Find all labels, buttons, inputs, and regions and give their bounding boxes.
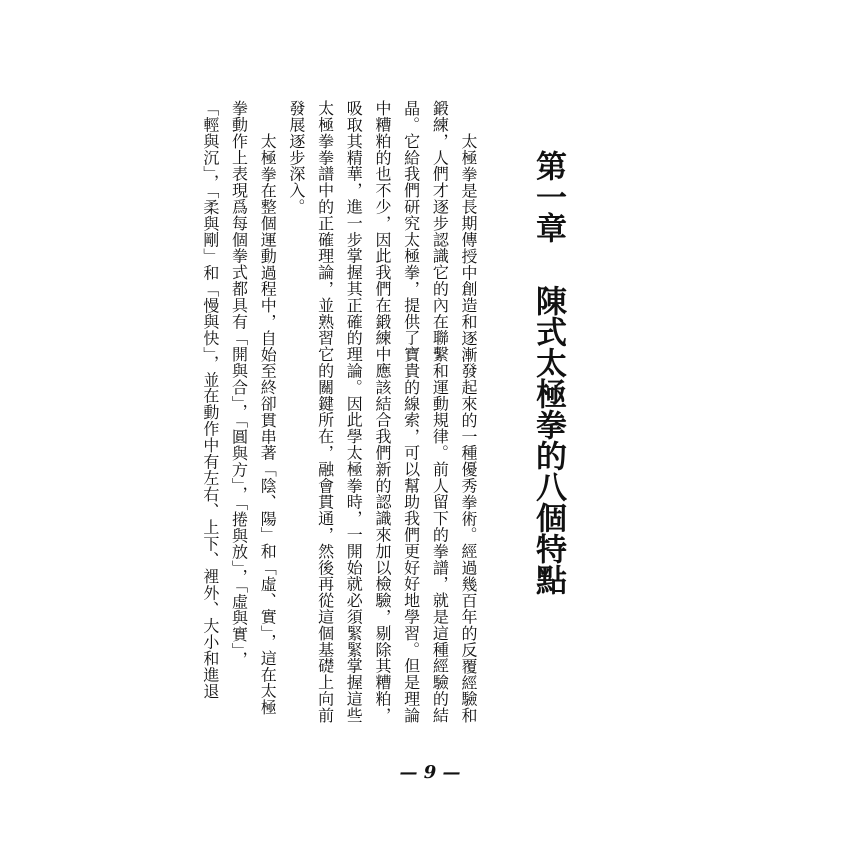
chapter-title: [528, 150, 568, 595]
text-column: 太極拳拳譜中的正確理論，並熟習它的關鍵所在，融會貫通，然後再從這個基礎上向前: [315, 100, 335, 724]
text-column: 「輕與沉」，「柔與剛」和「慢與快」，並在動作中有左右、上下、裡外、大小和進退: [200, 100, 220, 700]
body-text: [192, 100, 482, 723]
text-column: 太極拳是長期傳授中創造和逐漸發起來的一種優秀拳術。經過幾百年的反覆經驗和: [459, 133, 478, 724]
chapter-number: 第一章: [530, 150, 566, 243]
text-column: 晶。它給我們研究太極拳，提供了寶貴的線索，可以幫助我們更好好地學習。但是理論: [401, 100, 421, 724]
text-column: 發展逐步深入。: [286, 100, 306, 215]
text-column: 太極拳在整個運動過程中，自始至終卻貫串著「陰、陽」和「虛、實」，這在太極: [258, 133, 278, 716]
text-column: 中糟粕的也不少，因此我們在鍛練中應該結合我們新的認識來加以檢驗，剔除其糟粕，: [372, 100, 392, 724]
page-number: — 9 —: [399, 762, 461, 783]
text-column: 拳動作上表現爲每個拳式都具有「開與合」，「圓與方」，「捲與放」，「虛與實」，: [229, 100, 249, 668]
title-spacer: [548, 243, 549, 285]
chapter-heading: 陳式太極拳的八個特點: [530, 285, 566, 595]
text-column: 吸取其精華，進一步掌握其正確的理論。因此學太極拳時，一開始就必須緊緊掌握這些: [344, 100, 364, 724]
text-column: 鍛練，人們才逐步認識它的內在聯繫和運動規律。前人留下的拳譜，就是這種經驗的結: [430, 100, 450, 724]
